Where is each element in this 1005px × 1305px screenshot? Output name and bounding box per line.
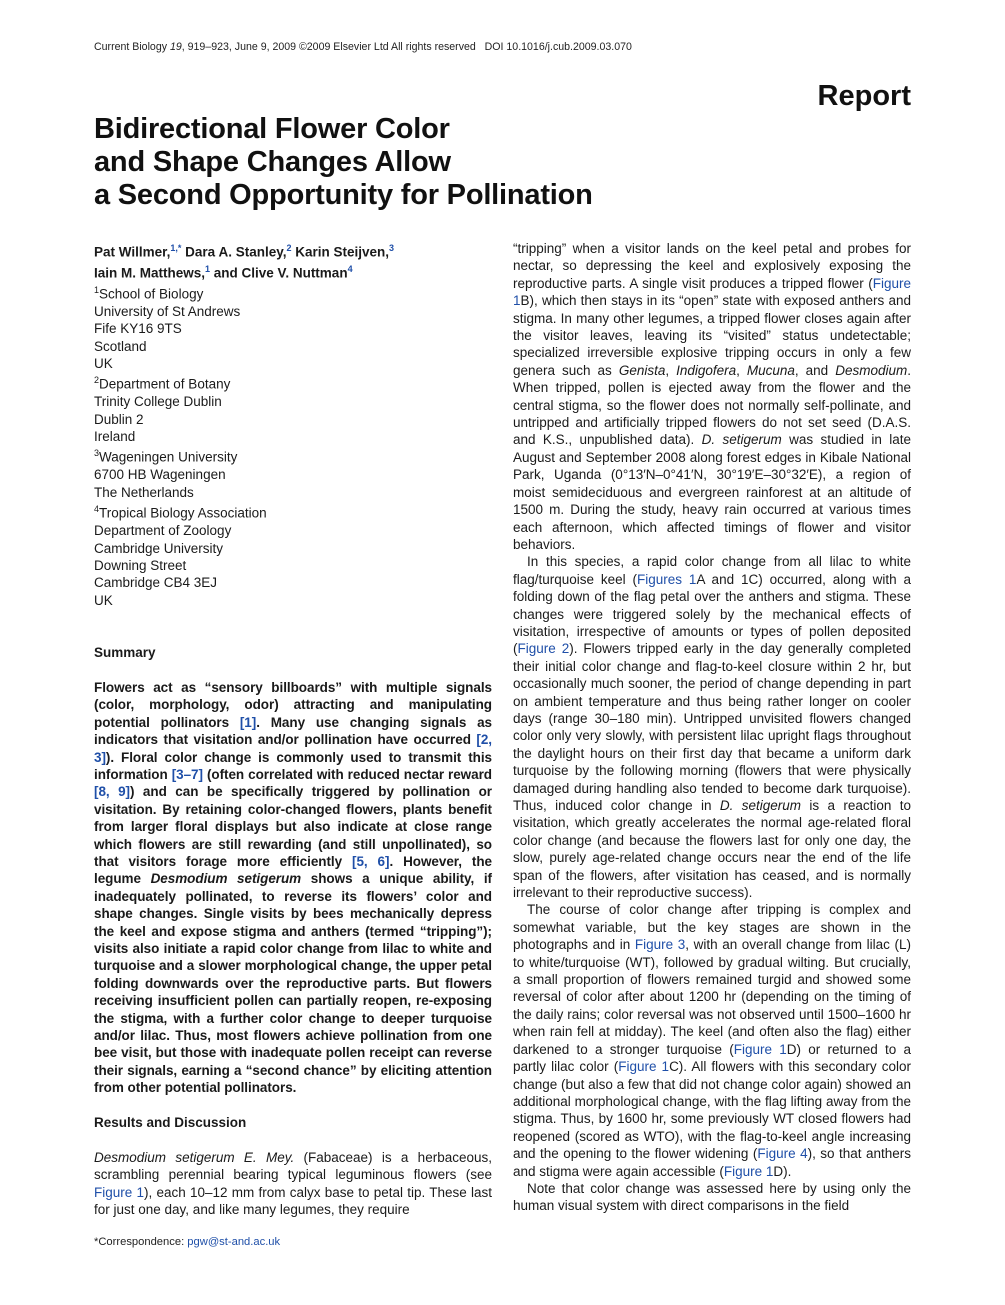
- affiliation-line: [94, 592, 492, 609]
- author-affiliation-marker[interactable]: 1: [205, 263, 211, 274]
- right-column: [513, 240, 911, 1215]
- affiliation-text: Wageningen University: [99, 449, 238, 465]
- title-line: a Second Opportunity for Pollination: [94, 179, 593, 211]
- author-list: [94, 240, 492, 282]
- journal-name: Current Biology: [94, 41, 168, 53]
- author-affiliation-marker[interactable]: 3: [389, 243, 395, 253]
- journal-volume: 19: [169, 41, 182, 53]
- affiliation-text: Cambridge CB4 3EJ: [94, 575, 218, 591]
- results-text: Desmodium setigerum E. Mey. (Fabaceae) is a herbaceous, scrambling perennial bearing typical leguminous flowers (see Figure 1), each 10–12 mm from calyx base to petal tip. These last for just one day, and like many legumes, they require: [94, 1149, 492, 1218]
- affiliation-number: 3: [94, 448, 100, 459]
- body-paragraph: Note that color change was assessed here by using only the human visual system with direct comparisons in the field: [513, 1180, 911, 1214]
- affiliation-line: [94, 557, 492, 574]
- reference-link[interactable]: Figure 2: [517, 641, 570, 657]
- reference-link[interactable]: Figure 4: [757, 1146, 808, 1162]
- reference-link[interactable]: Figure 1: [618, 1059, 670, 1075]
- affiliation-line: [94, 355, 492, 372]
- summary-text: Flowers act as “sensory billboards” with multiple signals (color, morphology, odor) attracting and manipulating potential pollinators [1]. Many use changing signals as indicators that visitation and/or pollination have occurred [2, 3]). Floral color change is commonly used to transmit this information [3–7] (often correlated with reduced nectar reward [8, 9]) and can be specifically triggered by pollination or visitation. By retaining color-changed flowers, plants benefit from larger floral displays but also indicate at close range which flowers are still rewarding (and still unpollinated), so that visitors forage more efficiently [5, 6]. However, the legume Desmodium setigerum shows a unique ability, if inadequately pollinated, to reverse its flowers’ color and shape changes. Single visits by bees mechanically depress the keel and expose stigma and anthers (termed “tripping”); visits also initiate a rapid color change from lilac to white and turquoise and a slower morphological change, the upper petal folding downwards over the reproductive parts. But flowers receiving insufficient pollen can partially reopen, re-exposing the stigma, with a further color change to deeper turquoise and/or lilac. Thus, most flowers achieve pollination from one bee visit, but those with inadequate pollen receipt can reverse their signals, earning a “second chance” by eliciting attention from other potential pollinators.: [94, 679, 493, 1096]
- reference-link[interactable]: Figures 1: [637, 571, 697, 587]
- affiliation-text: Dublin 2: [94, 411, 144, 427]
- reference-link[interactable]: [2, 3]: [94, 732, 492, 765]
- affiliation-text: Department of Botany: [99, 376, 231, 392]
- affiliation-line: [94, 540, 492, 557]
- italic-term: Desmodium setigerum E. Mey.: [94, 1149, 295, 1165]
- author-affiliation-marker[interactable]: 4: [347, 263, 353, 274]
- author-name: Iain M. Matthews,: [94, 265, 206, 281]
- affiliation-line: [94, 411, 492, 428]
- affiliation-text: Downing Street: [94, 557, 187, 573]
- author-affiliation-marker[interactable]: 1,*: [170, 243, 182, 253]
- italic-term: Desmodium setigerum: [150, 871, 302, 887]
- affiliation-text: Department of Zoology: [94, 523, 232, 539]
- affiliation-text: UK: [94, 355, 113, 371]
- affiliation-line: [94, 574, 492, 591]
- correspondence-label: *Correspondence:: [94, 1236, 188, 1248]
- left-column: [94, 240, 492, 1218]
- affiliation-text: UK: [94, 592, 113, 608]
- affiliation-line: [94, 372, 492, 393]
- affiliation-text: 6700 HB Wageningen: [94, 467, 226, 483]
- title-line: and Shape Changes Allow: [94, 146, 451, 178]
- reference-link[interactable]: Figure 1: [513, 275, 911, 309]
- reference-link[interactable]: [5, 6]: [352, 853, 390, 869]
- affiliation-number: 4: [94, 504, 100, 515]
- body-paragraph: In this species, a rapid color change from all lilac to white flag/turquoise keel (Figures 1A and 1C) occurred, along with a folding down of the flag petal over the anthers and stigma. These changes were triggered solely by the mechanical effects of visitation, irrespective of amounts or types of pollen deposited (Figure 2). Flowers tripped early in the day generally completed their initial color change and flag-to-keel closure within 2 hr, but occasionally much sooner, the period of change depending in part on ambient temperature and thus being rather longer on cooler days (range 30–180 min). Untripped unvisited flowers changed color only very slowly, with persistent lilac upright flags throughout the daylight hours on their first day that became a uniform dark turquoise by the following morning (flowers that were physically damaged during handling also tended to become dark turquoise). Thus, induced color change in D. setigerum is a reaction to visitation, which greatly accelerates the normal age-related floral color change (and because the flowers last for only one day, the slow, purely age-related change occurs near the end of the life span of the flowers, after visitation has ceased, and is normally irrelevant to their reproductive success).: [513, 554, 911, 901]
- title-line: Bidirectional Flower Color: [94, 113, 450, 145]
- body-paragraph: The course of color change after tripping is complex and somewhat variable, but the key stages are shown in the photographs and in Figure 3, with an overall change from lilac (L) to white/turquoise (WT), followed by gradual wilting. But crucially, a small proportion of flowers remained turgid and showed some reversal of color after about 1200 hr (depending on the timing of the daily rains; color reversal was not observed until 1500–1600 hr when rain fell at midday). The keel (and often also the flag) either darkened to a stronger turquoise (Figure 1D) or returned to a partly lilac color (Figure 1C). All flowers with this secondary color change (but also a few that did not change color again) showed an additional morphological change, with the flag lifting away from the stigma. Thus, by 1600 hr, some previously WT closed flowers had reopened (scored as WTO), with the flag-to-keel angle increasing and the opening to the flower widening (Figure 4), so that anthers and stigma were again accessible (Figure 1D).: [513, 902, 912, 1179]
- affiliation-line: [94, 501, 492, 522]
- affiliation-number: 1: [94, 284, 100, 295]
- author-name: Pat Willmer,: [94, 244, 171, 260]
- affiliation-text: School of Biology: [99, 286, 204, 302]
- affiliation-text: University of St Andrews: [94, 303, 241, 319]
- italic-term: D. setigerum: [701, 432, 782, 448]
- correspondence-email-link[interactable]: pgw@st-and.ac.uk: [187, 1236, 281, 1248]
- journal-header: [94, 41, 632, 53]
- journal-pages: , 919–923, June 9, 2009 ©2009 Elsevier Ltd All rights reserved: [181, 41, 476, 53]
- affiliation-text: Trinity College Dublin: [94, 394, 222, 410]
- affiliation-text: The Netherlands: [94, 484, 194, 500]
- affiliation-line: [94, 282, 492, 303]
- article-title: [94, 113, 714, 212]
- reference-link[interactable]: Figure 1: [94, 1184, 145, 1200]
- affiliation-text: Ireland: [94, 429, 136, 445]
- italic-term: Indigofera: [676, 362, 737, 378]
- author-name: Dara A. Stanley,: [181, 244, 287, 260]
- italic-term: Desmodium: [835, 362, 908, 378]
- affiliation-line: [94, 522, 492, 539]
- author-line: [94, 261, 492, 282]
- author-affiliation-marker[interactable]: 2: [286, 243, 292, 253]
- affiliation-line: [94, 303, 492, 320]
- affiliation-line: [94, 445, 492, 466]
- summary-heading: Summary: [94, 645, 156, 661]
- body-paragraph: “tripping” when a visitor lands on the keel petal and probes for nectar, so depressing the keel and explosively exposing the reproductive parts. A single visit produces a tripped flower (Figure 1B), which then stays in its “open” state with exposed anthers and stigma. In many other legumes, a tripped flower closes again after the visitor leaves, leaving its “visited” status undetectable; specialized irreversible explosive tripping occurs in only a few genera such as Genista, Indigofera, Mucuna, and Desmodium. When tripped, pollen is ejected away from the flower and the central stigma, so the flower does not normally self-pollinate, and untripped and artificially tripped flowers do not set seed (D.A.S. and K.S., unpublished data). D. setigerum was studied in late August and September 2008 along forest edges in Kibale National Park, Uganda (0°13′N–0°41′N, 30°19′E–30°32′E), a region of moist semideciduous and evergreen rainforest at an altitude of 1500 m. During the study, heavy rain occurred at various times each afternoon, which affected timings of flower and visitor behaviors.: [513, 241, 911, 552]
- affiliation-line: [94, 466, 492, 483]
- affiliation-text: Fife KY16 9TS: [94, 321, 182, 337]
- reference-link[interactable]: Figure 3: [634, 937, 686, 953]
- italic-term: Genista: [618, 362, 666, 378]
- correspondence-footnote: [94, 1236, 280, 1248]
- affiliation-text: Tropical Biology Association: [99, 505, 267, 521]
- italic-term: D. setigerum: [719, 798, 802, 813]
- affiliation-line: [94, 338, 492, 355]
- affiliation-line: [94, 393, 492, 410]
- affiliation-line: [94, 484, 492, 501]
- italic-term: Mucuna: [746, 362, 795, 378]
- affiliation-number: 2: [94, 375, 100, 386]
- affiliation-text: Cambridge University: [94, 540, 224, 556]
- affiliation-line: [94, 428, 492, 445]
- author-name: and Clive V. Nuttman: [210, 265, 348, 281]
- author-line: [94, 240, 492, 261]
- affiliation-line: [94, 320, 492, 337]
- reference-link[interactable]: Figure 1: [733, 1041, 787, 1057]
- doi: DOI 10.1016/j.cub.2009.03.070: [484, 41, 632, 53]
- reference-link[interactable]: [1]: [239, 714, 257, 730]
- article-type-label: Report: [817, 80, 911, 112]
- reference-link[interactable]: Figure 1: [723, 1163, 774, 1179]
- results-heading: Results and Discussion: [94, 1115, 247, 1131]
- affiliation-list: [94, 282, 492, 609]
- reference-link[interactable]: [3–7]: [171, 766, 203, 782]
- reference-link[interactable]: [8, 9]: [94, 784, 130, 800]
- author-name: Karin Steijven,: [291, 244, 390, 260]
- affiliation-text: Scotland: [94, 338, 147, 354]
